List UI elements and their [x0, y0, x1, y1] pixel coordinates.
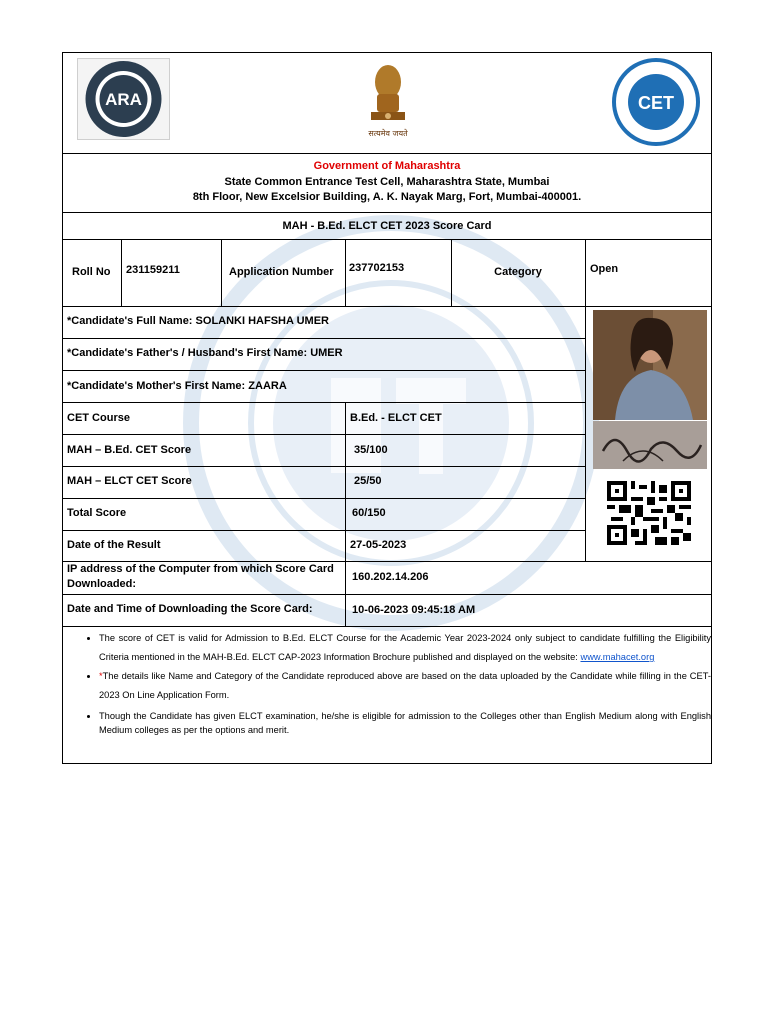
elct-score-label: MAH – ELCT CET Score — [67, 475, 192, 487]
divider — [63, 498, 585, 499]
father-name-label: *Candidate's Father's / Husband's First Name: — [67, 347, 308, 359]
svg-text:ARA: ARA — [105, 90, 142, 109]
note-asterisk: * — [99, 671, 103, 681]
qr-code — [607, 481, 691, 545]
category-label: Category — [494, 266, 542, 278]
divider — [63, 434, 585, 435]
download-time-label: Date and Time of Downloading the Score Card: — [67, 603, 313, 615]
roll-no-label: Roll No — [72, 266, 111, 278]
father-name-row — [67, 346, 343, 360]
full-name-label: *Candidate's Full Name: — [67, 315, 193, 327]
candidate-photo — [593, 310, 707, 420]
total-score-label: Total Score — [67, 507, 127, 519]
note-medium-eligibility — [99, 709, 711, 737]
ip-label-line1: IP address of the Computer from which Score Card — [67, 563, 334, 575]
total-score-value: 60/150 — [352, 507, 386, 519]
ip-value: 160.202.14.206 — [352, 571, 429, 583]
bed-score-value: 35/100 — [354, 444, 388, 456]
svg-text:CET: CET — [638, 93, 674, 113]
divider — [63, 153, 711, 154]
note-validity — [99, 629, 711, 667]
mother-name-label: *Candidate's Mother's First Name: — [67, 380, 246, 392]
divider — [63, 402, 585, 403]
score-card — [62, 52, 712, 764]
note-medium-text: Though the Candidate has given ELCT examination, he/she is eligible for admission to the Colleges other than English Medium along with English Medium colleges as per the options and merit. — [99, 711, 711, 735]
scorecard-title: MAH - B.Ed. ELCT CET 2023 Score Card — [282, 220, 492, 232]
divider — [345, 402, 346, 626]
note-details-text: The details like Name and Category of the Candidate reproduced above are based on the data uploaded by the Candidate while filling in the CET-2023 On Line Application Form. — [99, 671, 711, 700]
result-date-label: Date of the Result — [67, 539, 161, 551]
candidate-signature — [593, 421, 707, 469]
divider — [63, 466, 585, 467]
divider — [63, 239, 711, 240]
divider — [585, 239, 586, 561]
svg-text:सत्यमेव जयते: सत्यमेव जयते — [368, 129, 408, 138]
elct-score-value: 25/50 — [354, 475, 382, 487]
divider — [63, 626, 711, 627]
ip-label-line2: Downloaded: — [67, 578, 137, 590]
download-time-value: 10-06-2023 09:45:18 AM — [352, 604, 476, 616]
full-name-value: SOLANKI HAFSHA UMER — [195, 315, 329, 327]
government-title: Government of Maharashtra — [313, 160, 461, 172]
divider — [345, 239, 346, 306]
divider — [63, 530, 585, 531]
notes-section — [71, 629, 711, 737]
result-date-value: 27-05-2023 — [350, 539, 407, 551]
divider — [63, 370, 585, 371]
bed-score-label: MAH – B.Ed. CET Score — [67, 444, 192, 456]
note-details-source — [99, 667, 711, 705]
cet-course-label: CET Course — [67, 412, 130, 424]
divider — [63, 212, 711, 213]
divider — [221, 239, 222, 306]
roll-no-value: 231159211 — [126, 264, 180, 276]
divider — [63, 338, 585, 339]
father-name-value: UMER — [310, 347, 343, 359]
cet-course-value: B.Ed. - ELCT CET — [350, 412, 442, 424]
cell-address: 8th Floor, New Excelsior Building, A. K. Nayak Marg, Fort, Mumbai-400001. — [192, 191, 582, 203]
divider — [63, 594, 711, 595]
ara-logo — [77, 58, 170, 140]
category-value: Open — [590, 263, 619, 275]
divider — [63, 306, 711, 307]
cet-logo — [612, 58, 700, 146]
application-number-label: Application Number — [229, 266, 334, 278]
mother-name-value: ZAARA — [248, 380, 287, 392]
mahacet-link[interactable]: www.mahacet.org — [580, 652, 655, 662]
full-name-row — [67, 314, 329, 328]
mother-name-row — [67, 379, 287, 393]
divider — [121, 239, 122, 306]
note-validity-text: The score of CET is valid for Admission to B.Ed. ELCT Course for the Academic Year 2023-2024 only subject to candidate fulfilling the Eligibility Criteria mentioned in the MAH-B.Ed. ELCT CAP-2023 Information Brochure published and displayed on the website: — [99, 633, 711, 662]
application-number-value: 237702153 — [349, 262, 405, 274]
cell-name: State Common Entrance Test Cell, Maharashtra State, Mumbai — [224, 176, 550, 188]
national-emblem — [353, 58, 423, 140]
